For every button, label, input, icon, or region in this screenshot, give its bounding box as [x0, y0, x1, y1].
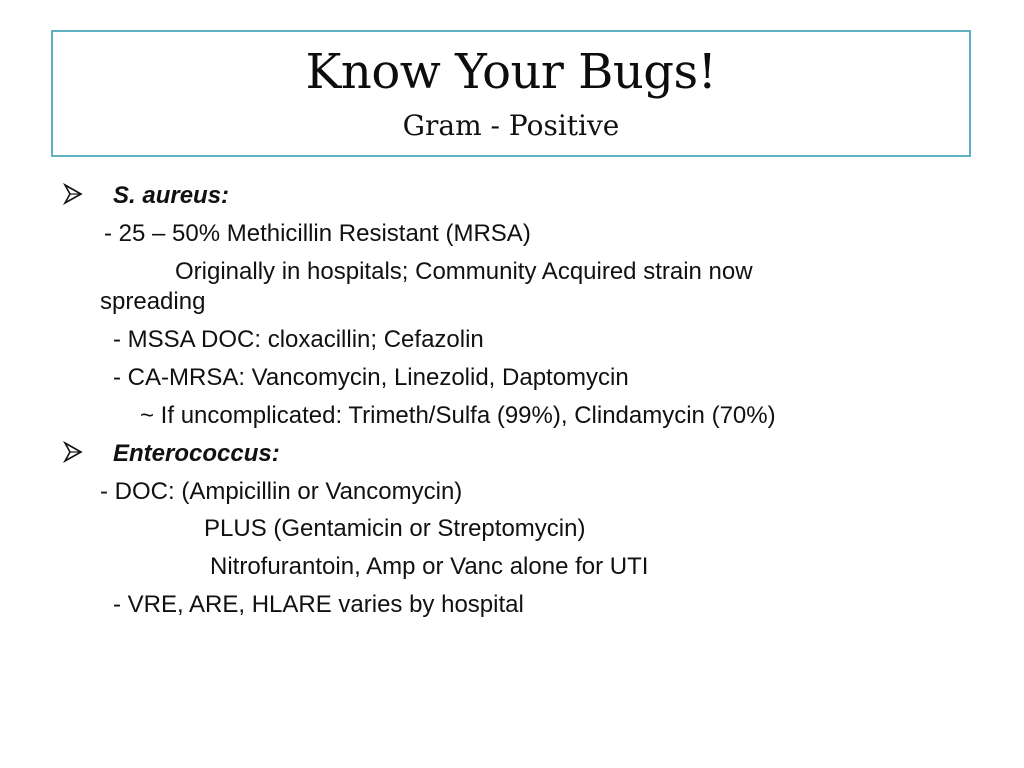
body-line: spreading: [100, 288, 206, 315]
arrowhead-bullet-icon: [63, 183, 83, 205]
body-line: ~ If uncomplicated: Trimeth/Sulfa (99%), Clindamycin (70%): [140, 402, 776, 429]
body-line: - CA-MRSA: Vancomycin, Linezolid, Daptomycin: [113, 364, 629, 391]
body-line: - MSSA DOC: cloxacillin; Cefazolin: [113, 326, 484, 353]
body-line: - 25 – 50% Methicillin Resistant (MRSA): [104, 220, 531, 247]
section-heading-s-aureus: S. aureus:: [113, 182, 230, 209]
slide-subtitle: Gram - Positive: [402, 109, 620, 142]
title-box: [51, 30, 971, 157]
body-line: PLUS (Gentamicin or Streptomycin): [204, 515, 586, 542]
body-line: Nitrofurantoin, Amp or Vanc alone for UTI: [210, 553, 649, 580]
body-line: - DOC: (Ampicillin or Vancomycin): [100, 478, 463, 505]
body-line: Originally in hospitals; Community Acquired strain now: [175, 258, 753, 285]
body-line: - VRE, ARE, HLARE varies by hospital: [113, 591, 524, 618]
section-heading-enterococcus: Enterococcus:: [113, 440, 280, 467]
arrowhead-bullet-icon: [63, 441, 83, 463]
slide-title: Know Your Bugs!: [305, 44, 717, 100]
